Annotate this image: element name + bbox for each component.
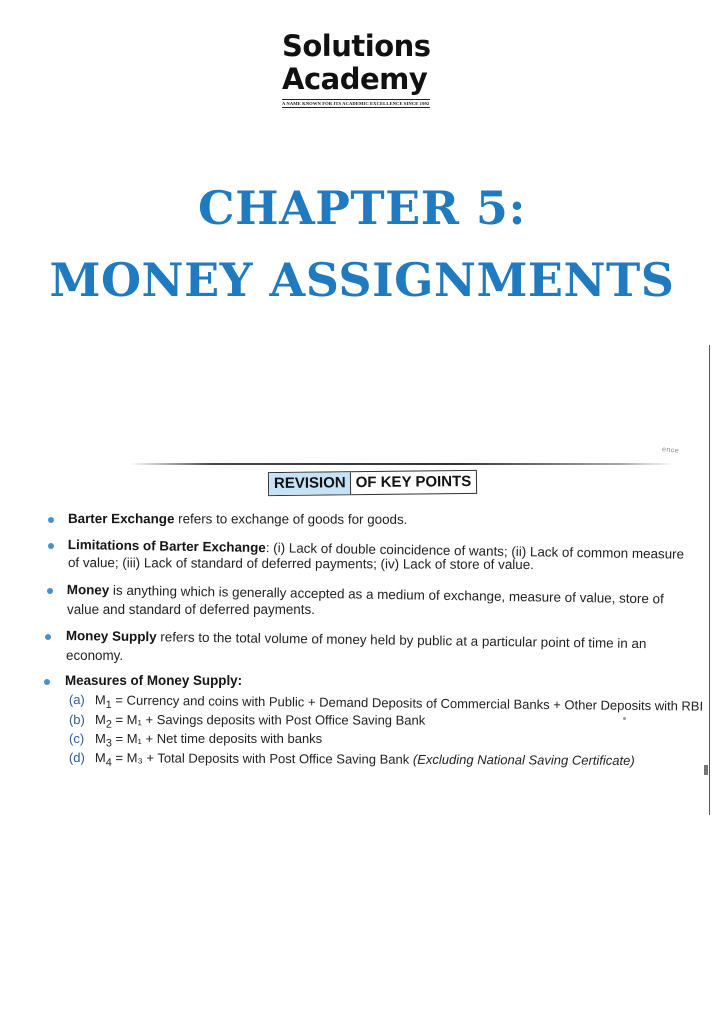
measure-label: (d) <box>68 750 85 766</box>
revision-label: REVISION <box>269 472 351 495</box>
page-corner-text: ence <box>661 446 680 455</box>
point-term: Money <box>66 581 110 598</box>
measure-text: = M₁ + Net time deposits with banks <box>111 731 323 746</box>
point-text: value and standard of deferred payments. <box>67 602 315 617</box>
bullet-icon <box>44 679 50 685</box>
page-edge-line <box>709 345 710 815</box>
bullet-icon <box>45 634 51 640</box>
chapter-title <box>0 172 724 316</box>
measure-text: = Currency and coins with Public + Demand Deposits of Commercial Banks + Other Deposits with RBI <box>111 692 704 714</box>
point-text: economy. <box>66 648 124 663</box>
logo-divider-bottom <box>282 107 430 108</box>
measure-label: (a) <box>68 691 85 708</box>
point-barter-exchange <box>68 510 407 528</box>
point-text: is anything which is generally accepted as a medium of exchange, measure of value, store of <box>109 582 664 607</box>
point-text: of value; (iii) Lack of standard of deferred payments; (iv) Lack of store of value. <box>67 555 534 573</box>
measure-symbol: M <box>94 712 106 728</box>
point-barter-limitations-cont <box>68 554 534 573</box>
measure-label: (b) <box>68 712 85 728</box>
measure-subscript: 4 <box>105 756 112 769</box>
point-text: refers to the total volume of money held by public at a particular point of time in an <box>156 629 647 652</box>
measure-note: (Excluding National Saving Certificate) <box>412 751 635 768</box>
point-money-cont <box>67 601 315 618</box>
logo-divider <box>282 99 430 100</box>
point-term: Barter Exchange <box>67 511 175 527</box>
revision-heading <box>268 470 478 496</box>
measure-label: (c) <box>69 731 85 746</box>
logo-line-1: Solutions <box>282 29 431 63</box>
point-money-supply <box>66 627 647 652</box>
measure-subscript: 3 <box>105 737 112 750</box>
scan-speck <box>623 717 626 720</box>
scanned-page <box>0 345 724 1024</box>
point-term: Limitations of Barter Exchange <box>67 536 266 556</box>
point-term: Measures of Money Supply: <box>65 673 243 688</box>
bullet-icon <box>48 517 54 523</box>
measure-subscript: 2 <box>105 718 112 731</box>
bullet-icon <box>47 588 53 594</box>
measure-symbol: M <box>94 692 106 708</box>
academy-logo <box>282 30 432 108</box>
logo-line-2: Academy <box>282 62 428 96</box>
point-measures-heading <box>65 672 242 689</box>
chapter-name: MONEY ASSIGNMENTS <box>49 253 675 307</box>
chapter-number: CHAPTER 5: <box>198 181 526 235</box>
key-points-label: OF KEY POINTS <box>355 472 472 492</box>
page-header-rule <box>130 463 675 465</box>
measure-text: = M₃ + Total Deposits with Post Office Saving Bank <box>111 750 413 767</box>
measure-symbol: M <box>95 731 106 746</box>
point-text: : (i) Lack of double coincidence of wants; (ii) Lack of common measure <box>265 540 685 562</box>
margin-mark <box>704 765 708 775</box>
measure-subscript: 1 <box>105 698 112 712</box>
bullet-icon <box>48 543 54 549</box>
measure-m4 <box>69 749 635 775</box>
point-money-supply-cont <box>66 647 123 664</box>
point-text: refers to exchange of goods for goods. <box>174 511 408 527</box>
measure-text: = M₁ + Savings deposits with Post Office Saving Bank <box>111 712 426 728</box>
measure-symbol: M <box>94 750 106 766</box>
point-term: Money Supply <box>65 627 157 645</box>
logo-tagline: A NAME KNOWN FOR ITS ACADEMIC EXCELLENCE SINCE 1992 <box>282 101 430 106</box>
